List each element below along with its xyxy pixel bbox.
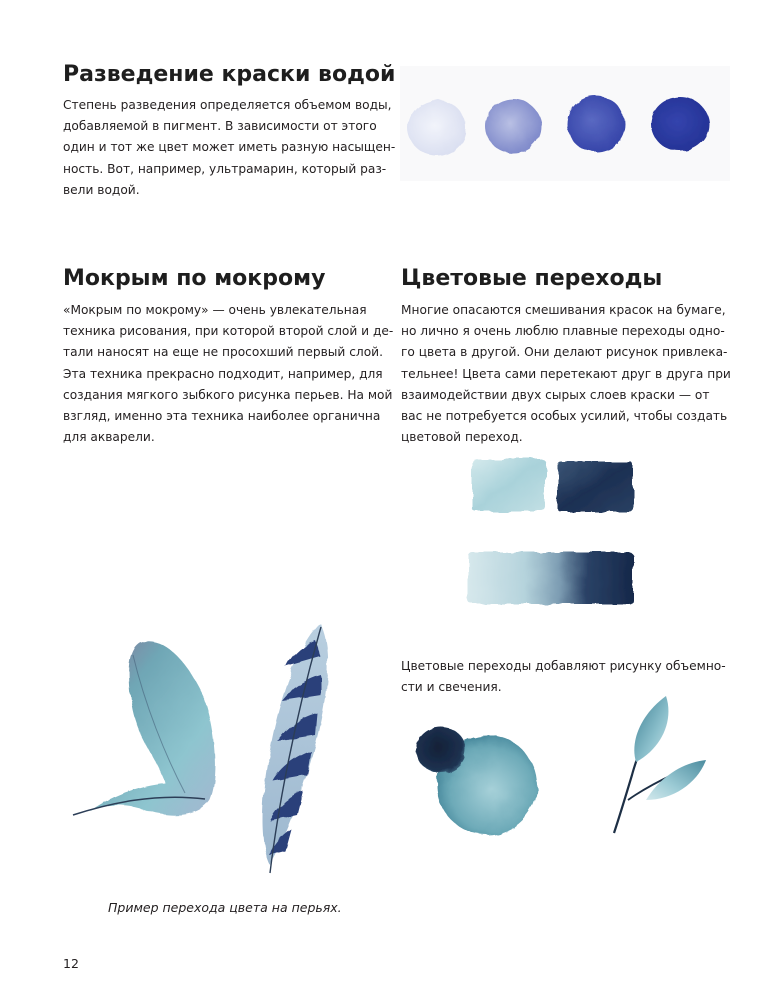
heading-dilution: Разведение краски водой [63,62,396,87]
dilution-paragraph [63,95,396,201]
swatch-lightest [408,100,466,156]
wet-on-wet-paragraph [63,300,394,448]
gradient-swatches [455,448,655,618]
transitions-line: цветовой переход. [401,430,523,445]
swatch-medium [567,96,625,152]
wet-line: взгляд, именно эта техника наиболее органична [63,409,381,424]
wet-line: «Мокрым по мокрому» — очень увлекательная [63,303,367,317]
wet-line: создания мягкого зыбкого рисунка перьев. На мой [63,387,393,402]
transitions-line: но лично я очень люблю плавные переходы одно- [401,324,725,339]
feather-left [90,641,215,815]
feathers-caption: Пример перехода цвета на перьях. [108,900,342,915]
transition-circle [405,715,565,845]
transitions-line: вас не потребуется особых усилий, чтобы создать [401,409,728,424]
heading-color-transitions: Цветовые переходы [401,266,663,291]
dilution-line: добавляемой в пигмент. В зависимости от этого [63,119,377,134]
leaf-branch [602,690,712,840]
dilution-line: один и тот же цвет может иметь разную насыщен- [63,140,396,155]
dilution-line: Степень разведения определяется объемом воды, [63,98,392,112]
swatch-gradient [468,552,633,604]
wet-line: Эта техника прекрасно подходит, например, для [63,366,383,381]
transitions-line: тельнее! Цвета сами перетекают друг в друга при [401,366,731,381]
wet-line: тали наносят на еще не просохший первый слой. [63,345,383,360]
transitions-line: взаимодействии двух сырых слоев краски — от [401,387,710,402]
feather-right [262,623,327,865]
transitions-line: Многие опасаются смешивания красок на бумаге, [401,303,726,317]
swatch-pale-blue [472,459,545,511]
dilution-line: ность. Вот, например, ультрамарин, который раз- [63,161,387,176]
note-line: сти и свечения. [401,680,502,695]
page-number: 12 [63,956,79,971]
wet-line: для акварели. [63,430,155,445]
heading-wet-on-wet: Мокрым по мокрому [63,266,326,291]
transitions-paragraph [401,300,731,448]
wet-line: техника рисования, при которой второй слой и де- [63,324,394,339]
note-line: Цветовые переходы добавляют рисунку объемно- [401,659,726,673]
swatch-saturated [651,97,709,151]
transitions-line: го цвета в другой. Они делают рисунок привлека- [401,345,728,360]
swatch-indigo [558,462,633,512]
feathers-illustration [65,615,355,885]
ultramarine-dilution-swatches [400,66,730,181]
swatch-light [485,99,541,153]
dilution-line: вели водой. [63,182,140,197]
